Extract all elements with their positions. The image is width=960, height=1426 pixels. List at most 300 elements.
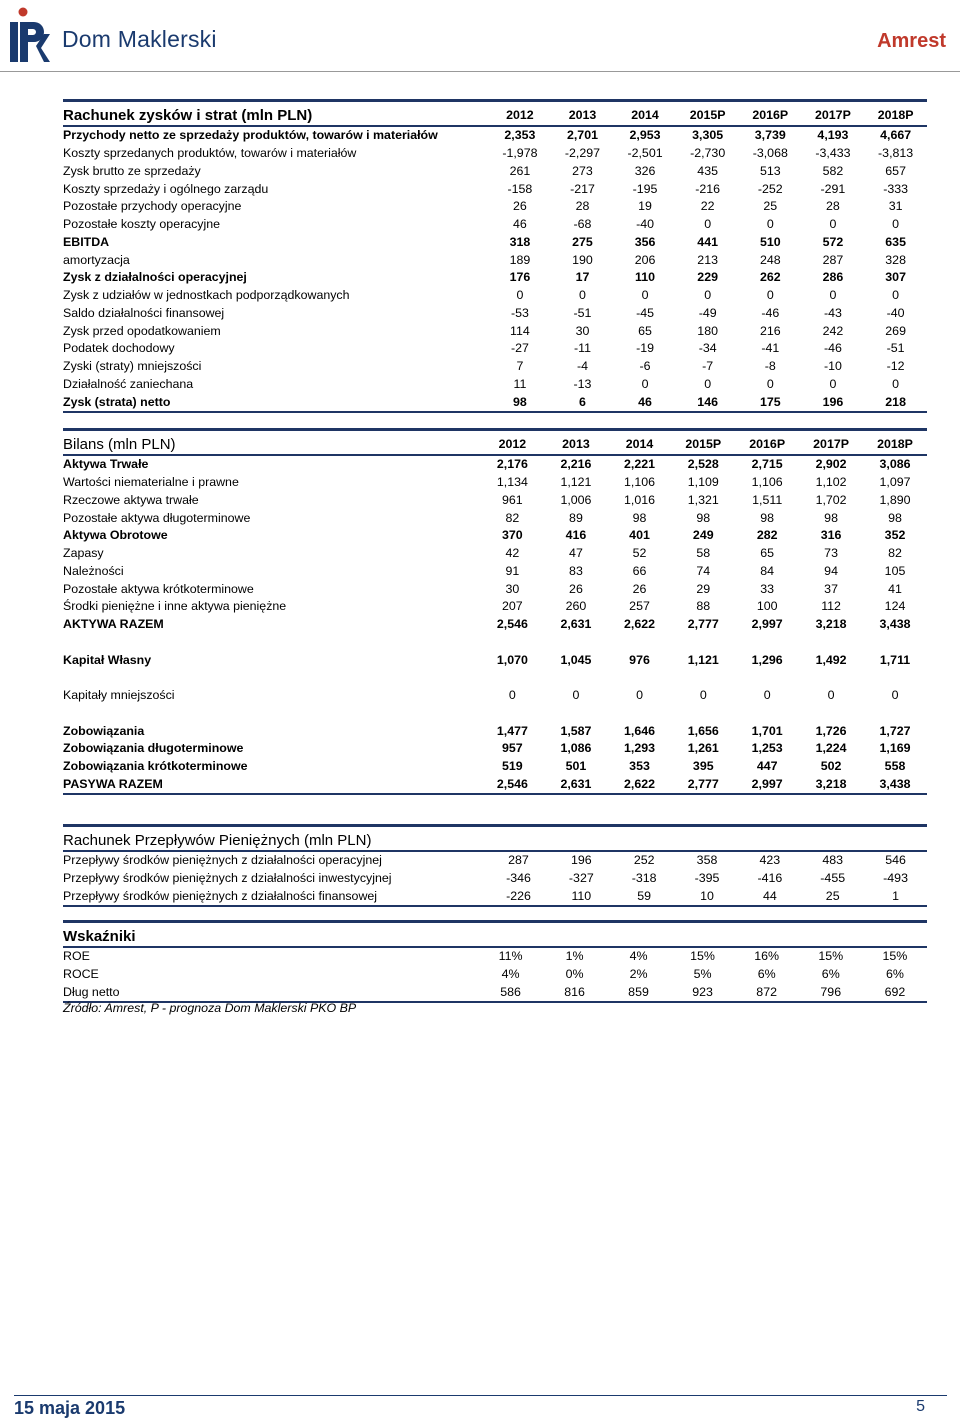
row-value: 257 bbox=[629, 599, 650, 614]
row-label: Pozostałe aktywa krótkoterminowe bbox=[63, 581, 254, 596]
row-value: 3,438 bbox=[879, 617, 911, 632]
row-value: -8 bbox=[764, 359, 776, 374]
row-value: 37 bbox=[824, 581, 838, 596]
row-value: 2,622 bbox=[624, 776, 656, 791]
row-value: -333 bbox=[883, 181, 909, 196]
row-value: 635 bbox=[885, 234, 906, 249]
row-value: -216 bbox=[695, 181, 721, 196]
row-value: 26 bbox=[632, 581, 647, 596]
spacer-row bbox=[63, 669, 927, 687]
row-value: 0 bbox=[766, 288, 774, 303]
row-value: 82 bbox=[888, 546, 902, 561]
year-header: 2017P bbox=[813, 437, 849, 451]
table-row bbox=[63, 616, 927, 634]
row-value: -6 bbox=[639, 359, 651, 374]
row-value: 1,511 bbox=[752, 492, 783, 507]
row-value: 249 bbox=[692, 528, 714, 543]
row-value: 46 bbox=[513, 217, 527, 232]
row-value: 0 bbox=[892, 217, 900, 232]
row-value: 2,715 bbox=[751, 457, 783, 472]
row-value: 84 bbox=[760, 563, 775, 578]
row-value: -346 bbox=[506, 871, 531, 886]
row-value: 0 bbox=[641, 376, 649, 391]
year-header-empty bbox=[670, 922, 734, 948]
table-header-row bbox=[63, 922, 927, 948]
row-value: 1,726 bbox=[815, 723, 847, 738]
source-note: Źródło: Amrest, P - prognoza Dom Maklerski PKO BP bbox=[63, 1001, 357, 1015]
row-value: 1,016 bbox=[624, 492, 656, 507]
spacer-row bbox=[63, 705, 927, 723]
row-value: -291 bbox=[820, 181, 846, 196]
row-value: 4,193 bbox=[817, 128, 849, 143]
row-value: 2,777 bbox=[687, 617, 719, 632]
row-label: Zysk brutto ze sprzedaży bbox=[63, 163, 201, 178]
table-row bbox=[63, 563, 927, 581]
year-header-empty bbox=[864, 826, 927, 852]
row-label: Koszty sprzedaży i ogólnego zarządu bbox=[63, 181, 269, 196]
row-value: 98 bbox=[760, 510, 775, 525]
row-value: 286 bbox=[822, 270, 844, 285]
row-value: 859 bbox=[628, 984, 649, 999]
year-header: 2016P bbox=[749, 437, 786, 451]
row-value: 98 bbox=[888, 510, 902, 525]
row-value: 328 bbox=[885, 252, 906, 267]
row-value: 796 bbox=[820, 984, 842, 999]
row-value: -34 bbox=[698, 341, 717, 356]
row-value: -51 bbox=[573, 305, 592, 320]
row-label: Zyski (straty) mniejszości bbox=[63, 359, 202, 374]
year-header-empty bbox=[479, 922, 543, 948]
year-header-empty bbox=[676, 826, 739, 852]
row-value: 0% bbox=[565, 967, 584, 982]
table-row bbox=[63, 393, 927, 412]
row-value: 22 bbox=[700, 199, 715, 214]
table-row bbox=[63, 376, 927, 394]
row-label: ROCE bbox=[63, 967, 99, 982]
row-value: 11% bbox=[498, 949, 523, 964]
row-value: 5% bbox=[693, 967, 712, 982]
table-row bbox=[63, 740, 927, 758]
section-title: Rachunek Przepływów Pieniężnych (mln PLN) bbox=[63, 832, 372, 849]
row-value: 91 bbox=[505, 563, 520, 578]
row-value: 2,528 bbox=[687, 457, 719, 472]
row-label: Zobowiązania długoterminowe bbox=[63, 741, 244, 756]
row-value: 74 bbox=[696, 563, 711, 578]
row-value: 2% bbox=[629, 967, 648, 982]
row-value: 1,702 bbox=[815, 492, 847, 507]
row-label: Rzeczowe aktywa trwałe bbox=[63, 492, 199, 507]
row-value: -493 bbox=[883, 871, 908, 886]
row-value: 110 bbox=[635, 270, 656, 285]
table-row bbox=[63, 455, 927, 474]
row-value: -53 bbox=[510, 305, 529, 320]
row-value: 287 bbox=[822, 252, 844, 267]
row-value: 11 bbox=[513, 376, 527, 391]
row-label: Aktywa Obrotowe bbox=[63, 528, 168, 543]
row-value: -46 bbox=[761, 305, 780, 320]
section-title: Wskaźniki bbox=[63, 928, 136, 945]
row-value: 1,293 bbox=[624, 741, 656, 756]
year-header-empty bbox=[543, 922, 607, 948]
row-value: -7 bbox=[702, 359, 714, 374]
row-value: -68 bbox=[573, 217, 592, 232]
row-value: -51 bbox=[886, 341, 905, 356]
row-value: 0 bbox=[891, 688, 899, 703]
row-value: 0 bbox=[704, 288, 712, 303]
row-value: 73 bbox=[824, 546, 838, 561]
row-value: 10 bbox=[700, 888, 714, 903]
row-value: 0 bbox=[704, 217, 712, 232]
row-value: -2,730 bbox=[690, 146, 726, 161]
row-value: 65 bbox=[638, 323, 652, 338]
pko-logo bbox=[6, 6, 50, 66]
row-value: -43 bbox=[823, 305, 842, 320]
row-value: 2,353 bbox=[504, 128, 536, 143]
row-label: Zobowiązania krótkoterminowe bbox=[63, 759, 248, 774]
row-value: 2,622 bbox=[624, 617, 656, 632]
table-row bbox=[63, 145, 927, 163]
row-value: -2,501 bbox=[627, 146, 663, 161]
table-row bbox=[63, 984, 927, 1003]
row-value: 3,218 bbox=[815, 776, 847, 791]
table-row bbox=[63, 758, 927, 776]
row-value: 976 bbox=[629, 652, 650, 667]
row-value: 100 bbox=[756, 599, 778, 614]
row-value: 65 bbox=[760, 546, 775, 561]
table-row bbox=[63, 340, 927, 358]
row-value: 26 bbox=[569, 581, 583, 596]
row-value: 558 bbox=[884, 759, 906, 774]
row-value: 124 bbox=[884, 599, 906, 614]
row-value: 1% bbox=[565, 949, 584, 964]
company-name: Amrest bbox=[877, 30, 946, 52]
row-value: 58 bbox=[696, 546, 711, 561]
row-value: -12 bbox=[886, 359, 905, 374]
spacer-cell bbox=[63, 705, 927, 723]
row-value: -27 bbox=[510, 341, 529, 356]
table-row bbox=[63, 888, 927, 907]
row-label: Saldo działalności finansowej bbox=[63, 305, 225, 320]
row-value: 41 bbox=[888, 581, 902, 596]
row-value: 0 bbox=[892, 288, 900, 303]
spacer-cell bbox=[63, 669, 927, 687]
row-value: 2,701 bbox=[566, 128, 598, 143]
footer-divider bbox=[14, 1395, 947, 1396]
row-value: 1,106 bbox=[751, 475, 783, 490]
row-value: -158 bbox=[507, 181, 533, 196]
row-value: 1,646 bbox=[624, 723, 656, 738]
row-value: 218 bbox=[885, 394, 906, 409]
row-value: 510 bbox=[759, 234, 781, 249]
table-row bbox=[63, 234, 927, 252]
table-row bbox=[63, 126, 927, 145]
row-value: 269 bbox=[885, 323, 906, 338]
row-value: 89 bbox=[569, 510, 583, 525]
row-value: 216 bbox=[759, 323, 781, 338]
row-value: 961 bbox=[502, 492, 523, 507]
row-value: 1,097 bbox=[879, 475, 911, 490]
row-value: -49 bbox=[698, 305, 717, 320]
row-value: 207 bbox=[502, 599, 523, 614]
row-value: 273 bbox=[572, 163, 593, 178]
row-value: 206 bbox=[634, 252, 656, 267]
row-value: 318 bbox=[509, 234, 531, 249]
year-header: 2014 bbox=[625, 437, 654, 451]
table-row bbox=[63, 305, 927, 323]
row-value: 2,546 bbox=[496, 617, 528, 632]
row-value: 59 bbox=[637, 888, 652, 903]
table-row bbox=[63, 180, 927, 198]
row-value: -40 bbox=[636, 217, 654, 232]
table-row bbox=[63, 722, 927, 740]
row-value: 519 bbox=[502, 759, 523, 774]
row-value: 110 bbox=[571, 888, 592, 903]
row-value: 46 bbox=[638, 394, 652, 409]
row-value: 98 bbox=[513, 394, 527, 409]
income-statement-table bbox=[63, 99, 927, 413]
row-value: 0 bbox=[892, 376, 900, 391]
row-value: 1,890 bbox=[879, 492, 911, 507]
cashflow-table bbox=[63, 824, 927, 907]
row-value: 1,492 bbox=[815, 652, 847, 667]
year-header: 2014 bbox=[631, 108, 659, 122]
row-value: 261 bbox=[509, 163, 531, 178]
year-header: 2012 bbox=[498, 437, 527, 451]
row-label: amortyzacja bbox=[63, 252, 130, 267]
row-label: Działalność zaniechana bbox=[63, 376, 194, 391]
year-header: 2013 bbox=[562, 437, 590, 451]
row-value: -10 bbox=[823, 359, 842, 374]
table-row bbox=[63, 358, 927, 376]
row-value: 176 bbox=[509, 270, 531, 285]
row-value: 2,216 bbox=[560, 457, 592, 472]
row-value: 957 bbox=[502, 741, 523, 756]
spacer-row bbox=[63, 634, 927, 652]
row-value: 1,587 bbox=[560, 723, 592, 738]
row-value: 248 bbox=[759, 252, 781, 267]
row-value: 26 bbox=[513, 199, 527, 214]
row-value: 586 bbox=[500, 984, 521, 999]
row-value: 25 bbox=[825, 888, 840, 903]
row-value: 572 bbox=[822, 234, 844, 249]
row-value: 3,086 bbox=[879, 457, 911, 472]
row-label: Podatek dochodowy bbox=[63, 341, 175, 356]
year-header-empty bbox=[550, 826, 613, 852]
row-value: 1,109 bbox=[687, 475, 719, 490]
row-value: -19 bbox=[636, 341, 654, 356]
row-value: 260 bbox=[565, 599, 587, 614]
row-value: -3,068 bbox=[752, 146, 788, 161]
row-value: 98 bbox=[696, 510, 711, 525]
row-value: 15% bbox=[690, 949, 715, 964]
row-value: 1,656 bbox=[687, 723, 719, 738]
row-value: 1,321 bbox=[687, 492, 719, 507]
row-label: Pozostałe aktywa długoterminowe bbox=[63, 510, 251, 525]
row-value: 441 bbox=[697, 234, 718, 249]
year-header-empty bbox=[801, 826, 864, 852]
row-value: 1,106 bbox=[624, 475, 656, 490]
row-value: -11 bbox=[573, 341, 591, 356]
row-value: 2,953 bbox=[629, 128, 661, 143]
row-value: -1,978 bbox=[502, 146, 538, 161]
row-value: 6% bbox=[885, 967, 904, 982]
row-value: 0 bbox=[641, 288, 649, 303]
row-value: -252 bbox=[757, 181, 783, 196]
table-row bbox=[63, 251, 927, 269]
row-value: 98 bbox=[632, 510, 647, 525]
row-value: 353 bbox=[629, 759, 650, 774]
row-value: 82 bbox=[505, 510, 520, 525]
row-label: Należności bbox=[63, 563, 124, 578]
row-value: 1,134 bbox=[496, 475, 528, 490]
row-value: 0 bbox=[763, 688, 771, 703]
row-value: 47 bbox=[569, 546, 583, 561]
header-divider bbox=[0, 71, 960, 72]
row-value: 28 bbox=[826, 199, 840, 214]
row-value: 1,296 bbox=[751, 652, 783, 667]
row-value: 2,631 bbox=[560, 776, 592, 791]
row-value: 33 bbox=[760, 581, 775, 596]
spacer-cell bbox=[63, 634, 927, 652]
row-value: 17 bbox=[575, 270, 590, 285]
table-row bbox=[63, 598, 927, 616]
row-value: 275 bbox=[572, 234, 593, 249]
row-value: 1,121 bbox=[687, 652, 719, 667]
table-row bbox=[63, 966, 927, 984]
row-label: Zobowiązania bbox=[63, 723, 145, 738]
row-value: 923 bbox=[692, 984, 713, 999]
row-value: 146 bbox=[697, 394, 718, 409]
row-value: -217 bbox=[570, 181, 595, 196]
row-label: Przepływy środków pieniężnych z działalności inwestycyjnej bbox=[63, 871, 392, 886]
row-label: Zapasy bbox=[63, 546, 104, 561]
table-row bbox=[63, 322, 927, 340]
row-value: 816 bbox=[564, 984, 585, 999]
year-header: 2018P bbox=[877, 437, 913, 451]
row-label: Wartości niematerialne i prawne bbox=[63, 475, 239, 490]
footer-date: 15 maja 2015 bbox=[14, 1398, 126, 1418]
row-value: 175 bbox=[759, 394, 781, 409]
row-value: 180 bbox=[697, 323, 718, 338]
table-row bbox=[63, 580, 927, 598]
row-value: 1,224 bbox=[815, 741, 847, 756]
row-value: 513 bbox=[759, 163, 781, 178]
row-value: -395 bbox=[694, 871, 720, 886]
row-value: 0 bbox=[827, 688, 835, 703]
year-header-empty bbox=[799, 922, 863, 948]
row-value: 83 bbox=[569, 563, 583, 578]
row-value: 15% bbox=[882, 949, 908, 964]
row-value: -3,813 bbox=[878, 146, 914, 161]
row-value: 88 bbox=[696, 599, 711, 614]
table-row bbox=[63, 687, 927, 705]
year-header: 2018P bbox=[877, 108, 914, 122]
row-value: 1,006 bbox=[560, 492, 592, 507]
section-title: Bilans (mln PLN) bbox=[63, 436, 176, 453]
row-value: -4 bbox=[576, 359, 588, 374]
row-label: Przepływy środków pieniężnych z działalności finansowej bbox=[63, 888, 378, 903]
row-value: 0 bbox=[766, 217, 774, 232]
row-value: 416 bbox=[565, 528, 587, 543]
row-value: 2,221 bbox=[624, 457, 656, 472]
row-value: 2,176 bbox=[496, 457, 528, 472]
row-value: 66 bbox=[632, 563, 647, 578]
row-label: Pozostałe koszty operacyjne bbox=[63, 217, 221, 232]
row-label: Aktywa Trwałe bbox=[63, 457, 149, 472]
row-value: 105 bbox=[884, 563, 906, 578]
table-header-row bbox=[63, 826, 927, 852]
row-value: 1,102 bbox=[815, 475, 847, 490]
row-value: 15% bbox=[818, 949, 844, 964]
row-value: 19 bbox=[638, 199, 652, 214]
year-header: 2015P bbox=[689, 108, 726, 122]
row-value: 0 bbox=[636, 688, 643, 703]
row-value: 3,305 bbox=[692, 128, 724, 143]
row-label: Zysk (strata) netto bbox=[63, 394, 171, 409]
row-value: 1,701 bbox=[751, 723, 783, 738]
row-value: 3,739 bbox=[754, 128, 786, 143]
row-value: 262 bbox=[759, 270, 781, 285]
year-header-empty bbox=[863, 922, 927, 948]
balance-sheet-table bbox=[63, 428, 927, 795]
row-value: 1,121 bbox=[560, 475, 592, 490]
row-value: -416 bbox=[757, 871, 783, 886]
ratios-table bbox=[63, 920, 927, 1003]
row-value: 872 bbox=[756, 984, 777, 999]
row-value: 401 bbox=[629, 528, 650, 543]
row-value: 7 bbox=[516, 359, 524, 374]
row-value: 196 bbox=[570, 853, 592, 868]
row-value: 2,902 bbox=[815, 457, 847, 472]
row-label: Zysk z działalności operacyjnej bbox=[63, 270, 247, 285]
row-value: -2,297 bbox=[564, 146, 601, 161]
row-label: Koszty sprzedanych produktów, towarów i materiałów bbox=[63, 146, 357, 161]
table-row bbox=[63, 851, 927, 870]
row-value: 0 bbox=[829, 217, 837, 232]
row-value: 358 bbox=[696, 853, 718, 868]
table-row bbox=[63, 269, 927, 287]
row-value: 190 bbox=[572, 252, 593, 267]
row-value: 447 bbox=[756, 759, 778, 774]
row-value: 326 bbox=[634, 163, 656, 178]
row-value: 16% bbox=[754, 949, 780, 964]
row-value: 546 bbox=[885, 853, 906, 868]
row-label: Środki pieniężne i inne aktywa pieniężne bbox=[63, 599, 287, 614]
table-row bbox=[63, 870, 927, 888]
section-title: Rachunek zysków i strat (mln PLN) bbox=[63, 107, 313, 124]
row-value: 2,997 bbox=[751, 776, 783, 791]
table-row bbox=[63, 509, 927, 527]
row-label: Przepływy środków pieniężnych z działalności operacyjnej bbox=[63, 853, 382, 868]
row-value: 42 bbox=[505, 546, 520, 561]
year-header-empty bbox=[738, 826, 801, 852]
row-value: 229 bbox=[697, 270, 718, 285]
row-value: 44 bbox=[762, 888, 777, 903]
table-row bbox=[63, 776, 927, 795]
table-row bbox=[63, 545, 927, 563]
row-value: 2,546 bbox=[496, 776, 528, 791]
row-value: 0 bbox=[508, 688, 516, 703]
row-value: -13 bbox=[573, 376, 592, 391]
row-value: 2,997 bbox=[751, 617, 783, 632]
year-header: 2012 bbox=[506, 108, 534, 122]
row-value: 1,711 bbox=[879, 652, 911, 667]
row-value: 0 bbox=[829, 288, 837, 303]
row-value: 29 bbox=[696, 581, 711, 596]
row-value: 483 bbox=[822, 853, 844, 868]
row-label: Dług netto bbox=[63, 984, 120, 999]
row-value: 352 bbox=[884, 528, 906, 543]
